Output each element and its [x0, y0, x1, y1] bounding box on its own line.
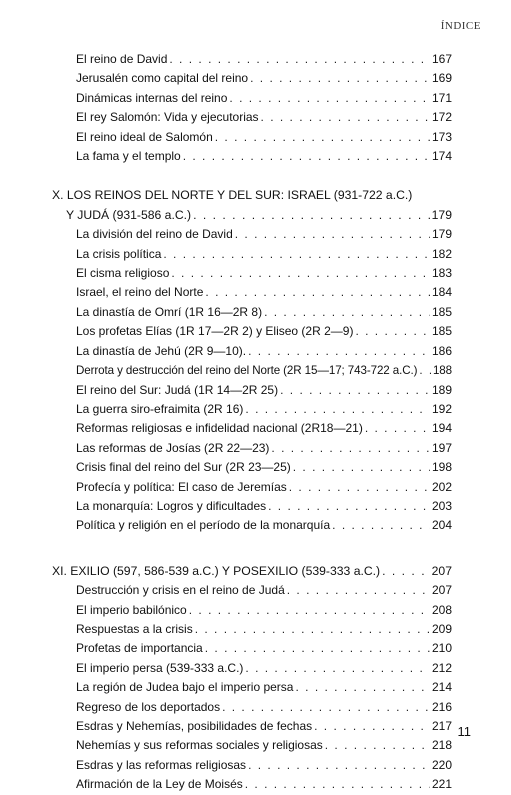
entry-page: 192: [431, 401, 452, 416]
dot-leader: [205, 283, 430, 302]
dot-leader: [271, 439, 430, 458]
entry-page: 179: [431, 227, 452, 242]
dot-leader: [163, 245, 430, 264]
toc-entry[interactable]: [52, 620, 452, 639]
toc-entry[interactable]: [52, 50, 452, 69]
dot-leader: [195, 620, 430, 639]
entry-page: 208: [431, 602, 452, 617]
entry-title: El reino ideal de Salomón: [76, 129, 213, 144]
entry-title: Derrota y destrucción del reino del Norte (2R 15—17; 743-722 a.C.): [76, 364, 418, 378]
entry-page: 204: [431, 518, 452, 533]
chapter-title-line2: Y JUDÁ (931-586 a.C.): [66, 207, 192, 222]
chapter-title: XI. EXILIO (597, 586-539 a.C.) Y POSEXILIO (539-333 a.C.): [52, 563, 381, 578]
entry-page: 173: [431, 129, 452, 144]
toc-entry[interactable]: [52, 128, 452, 147]
dot-leader: [289, 478, 430, 497]
dot-leader: [245, 775, 430, 794]
toc-entry[interactable]: [52, 322, 452, 341]
dot-leader: [248, 756, 430, 775]
dot-leader: [250, 69, 430, 88]
entry-page: 171: [431, 90, 452, 105]
toc-entry[interactable]: [52, 245, 452, 264]
entry-page: 202: [431, 479, 452, 494]
entry-page: 197: [431, 440, 452, 455]
entry-page: 185: [431, 304, 452, 319]
toc-entry[interactable]: [52, 89, 452, 108]
entry-title: Esdras y las reformas religiosas: [76, 757, 247, 772]
dot-leader: [248, 342, 430, 361]
entry-page: 203: [431, 498, 452, 513]
entry-page: 167: [431, 52, 452, 66]
toc-entry[interactable]: [52, 601, 452, 620]
dot-leader: [264, 303, 430, 322]
entry-page: 198: [431, 460, 452, 475]
chapter-title-line2-row: [52, 206, 452, 225]
toc-entry[interactable]: [52, 69, 452, 88]
entry-title: La monarquía: Logros y dificultades: [76, 498, 267, 513]
dot-leader: [229, 89, 430, 108]
entry-title: El cisma religioso: [76, 266, 170, 281]
dot-leader: [189, 601, 430, 620]
entry-page: 212: [431, 660, 452, 675]
entry-page: 218: [431, 738, 452, 753]
entry-title: El imperio persa (539-333 a.C.): [76, 660, 244, 675]
entry-title: El imperio babilónico: [76, 602, 187, 617]
dot-leader: [382, 562, 430, 581]
entry-title: La dinastía de Omrí (1R 16—2R 8): [76, 304, 263, 319]
toc-entry[interactable]: [52, 497, 452, 516]
entry-title: Crisis final del reino del Sur (2R 23—25): [76, 460, 291, 475]
entry-title: Regreso de los deportados: [76, 699, 221, 714]
chapter-title-line1: X. LOS REINOS DEL NORTE Y DEL SUR: ISRAEL (931-722 a.C.): [52, 188, 413, 203]
entry-title: Política y religión en el período de la monarquía: [76, 518, 331, 533]
entry-title: Nehemías y sus reformas sociales y religiosas: [76, 738, 323, 753]
dot-leader: [295, 678, 429, 697]
toc-entry[interactable]: [52, 381, 452, 400]
chapter-x: [52, 186, 452, 535]
toc-entry[interactable]: [52, 775, 452, 794]
entry-page: 183: [431, 266, 452, 281]
dot-leader: [332, 516, 430, 535]
dot-leader: [287, 581, 430, 600]
dot-leader: [419, 361, 431, 380]
toc-entry[interactable]: [52, 639, 452, 658]
entry-page: 186: [431, 343, 452, 358]
entry-page: 221: [431, 777, 452, 792]
entry-title: La guerra siro-efraimita (2R 16): [76, 401, 244, 416]
dot-leader: [193, 206, 430, 225]
toc-entry[interactable]: [52, 736, 452, 755]
entry-title: Los profetas Elías (1R 17—2R 2) y Eliseo (2R 2—9): [76, 324, 354, 339]
toc-entry[interactable]: [52, 581, 452, 600]
entry-title: Israel, el reino del Norte: [76, 285, 204, 300]
dot-leader: [235, 225, 430, 244]
entry-page: 209: [431, 621, 452, 636]
entry-page: 214: [431, 680, 452, 695]
entry-title: Las reformas de Josías (2R 22—23): [76, 440, 270, 455]
dot-leader: [325, 736, 430, 755]
toc-entry[interactable]: [52, 419, 452, 438]
entry-title: El rey Salomón: Vida y ejecutorias: [76, 110, 259, 125]
dot-leader: [365, 419, 430, 438]
toc-entry[interactable]: [52, 717, 452, 736]
dot-leader: [293, 458, 430, 477]
toc-entry[interactable]: [52, 264, 452, 283]
entry-page: 216: [431, 699, 452, 714]
toc-entry[interactable]: [52, 400, 452, 419]
toc-entry[interactable]: [52, 225, 452, 244]
entry-title: La región de Judea bajo el imperio persa: [76, 680, 294, 695]
page-number: 11: [457, 724, 471, 739]
toc-entry[interactable]: [52, 516, 452, 535]
table-of-contents: [52, 50, 452, 795]
toc-entry[interactable]: [52, 108, 452, 127]
entry-page: 185: [431, 324, 452, 339]
dot-leader: [261, 108, 430, 127]
dot-leader: [280, 381, 430, 400]
toc-entry[interactable]: [52, 698, 452, 717]
toc-entry[interactable]: [52, 659, 452, 678]
entry-title: Respuestas a la crisis: [76, 621, 193, 636]
dot-leader: [355, 322, 430, 341]
entry-title: Esdras y Nehemías, posibilidades de fechas: [76, 719, 313, 733]
toc-entry[interactable]: [52, 342, 452, 361]
dot-leader: [245, 400, 430, 419]
entry-title: La fama y el templo: [76, 149, 181, 164]
entry-title: La crisis política: [76, 246, 162, 261]
entry-page: 174: [431, 149, 452, 164]
entry-title: La dinastía de Jehú (2R 9—10).: [76, 343, 247, 358]
dot-leader: [222, 698, 430, 717]
entry-title: Afirmación de la Ley de Moisés: [76, 777, 243, 792]
entry-title: El reino del Sur: Judá (1R 14—2R 25): [76, 382, 279, 397]
toc-entry[interactable]: [52, 756, 452, 775]
entry-page: 207: [431, 583, 452, 598]
dot-leader: [215, 128, 430, 147]
entry-title: El reino de David: [76, 52, 168, 66]
entry-page: 210: [431, 641, 452, 656]
entry-page: 184: [431, 285, 452, 300]
chapter-heading[interactable]: [52, 186, 452, 225]
entry-title: Dinámicas internas del reino: [76, 90, 228, 105]
dot-leader: [205, 639, 430, 658]
entry-page: 189: [431, 382, 452, 397]
entry-title: Jerusalén como capital del reino: [76, 71, 249, 86]
entry-page: 194: [431, 421, 452, 436]
entry-title: Profecía y política: El caso de Jeremías: [76, 479, 287, 494]
entry-title: La división del reino de David: [76, 227, 233, 242]
entry-title: Profetas de importancia: [76, 641, 203, 656]
running-head: ÍNDICE: [440, 20, 481, 32]
toc-entry[interactable]: [52, 361, 452, 380]
entry-title: Reformas religiosas e infidelidad nacional (2R18—21): [76, 421, 363, 436]
entry-page: 172: [431, 110, 452, 125]
entry-page: 217: [431, 719, 452, 733]
toc-entry[interactable]: [52, 283, 452, 302]
toc-entry[interactable]: [52, 678, 452, 697]
dot-leader: [169, 50, 430, 69]
entry-page: 188: [432, 364, 452, 378]
toc-entry[interactable]: [52, 478, 452, 497]
chapter-heading[interactable]: [52, 562, 452, 581]
dot-leader: [268, 497, 430, 516]
entry-title: Destrucción y crisis en el reino de Judá: [76, 583, 285, 598]
dot-leader: [245, 659, 430, 678]
toc-entry[interactable]: [52, 458, 452, 477]
chapter-page: 207: [431, 563, 452, 578]
entry-page: 169: [431, 71, 452, 86]
chapter-xi: [52, 562, 452, 795]
dot-leader: [314, 717, 430, 736]
section-continued: [52, 50, 452, 166]
toc-entry[interactable]: [52, 439, 452, 458]
dot-leader: [183, 147, 430, 166]
toc-entry[interactable]: [52, 303, 452, 322]
chapter-page: 179: [431, 207, 452, 222]
dot-leader: [171, 264, 430, 283]
entry-page: 182: [431, 246, 452, 261]
entry-page: 220: [431, 757, 452, 772]
toc-entry[interactable]: [52, 147, 452, 166]
